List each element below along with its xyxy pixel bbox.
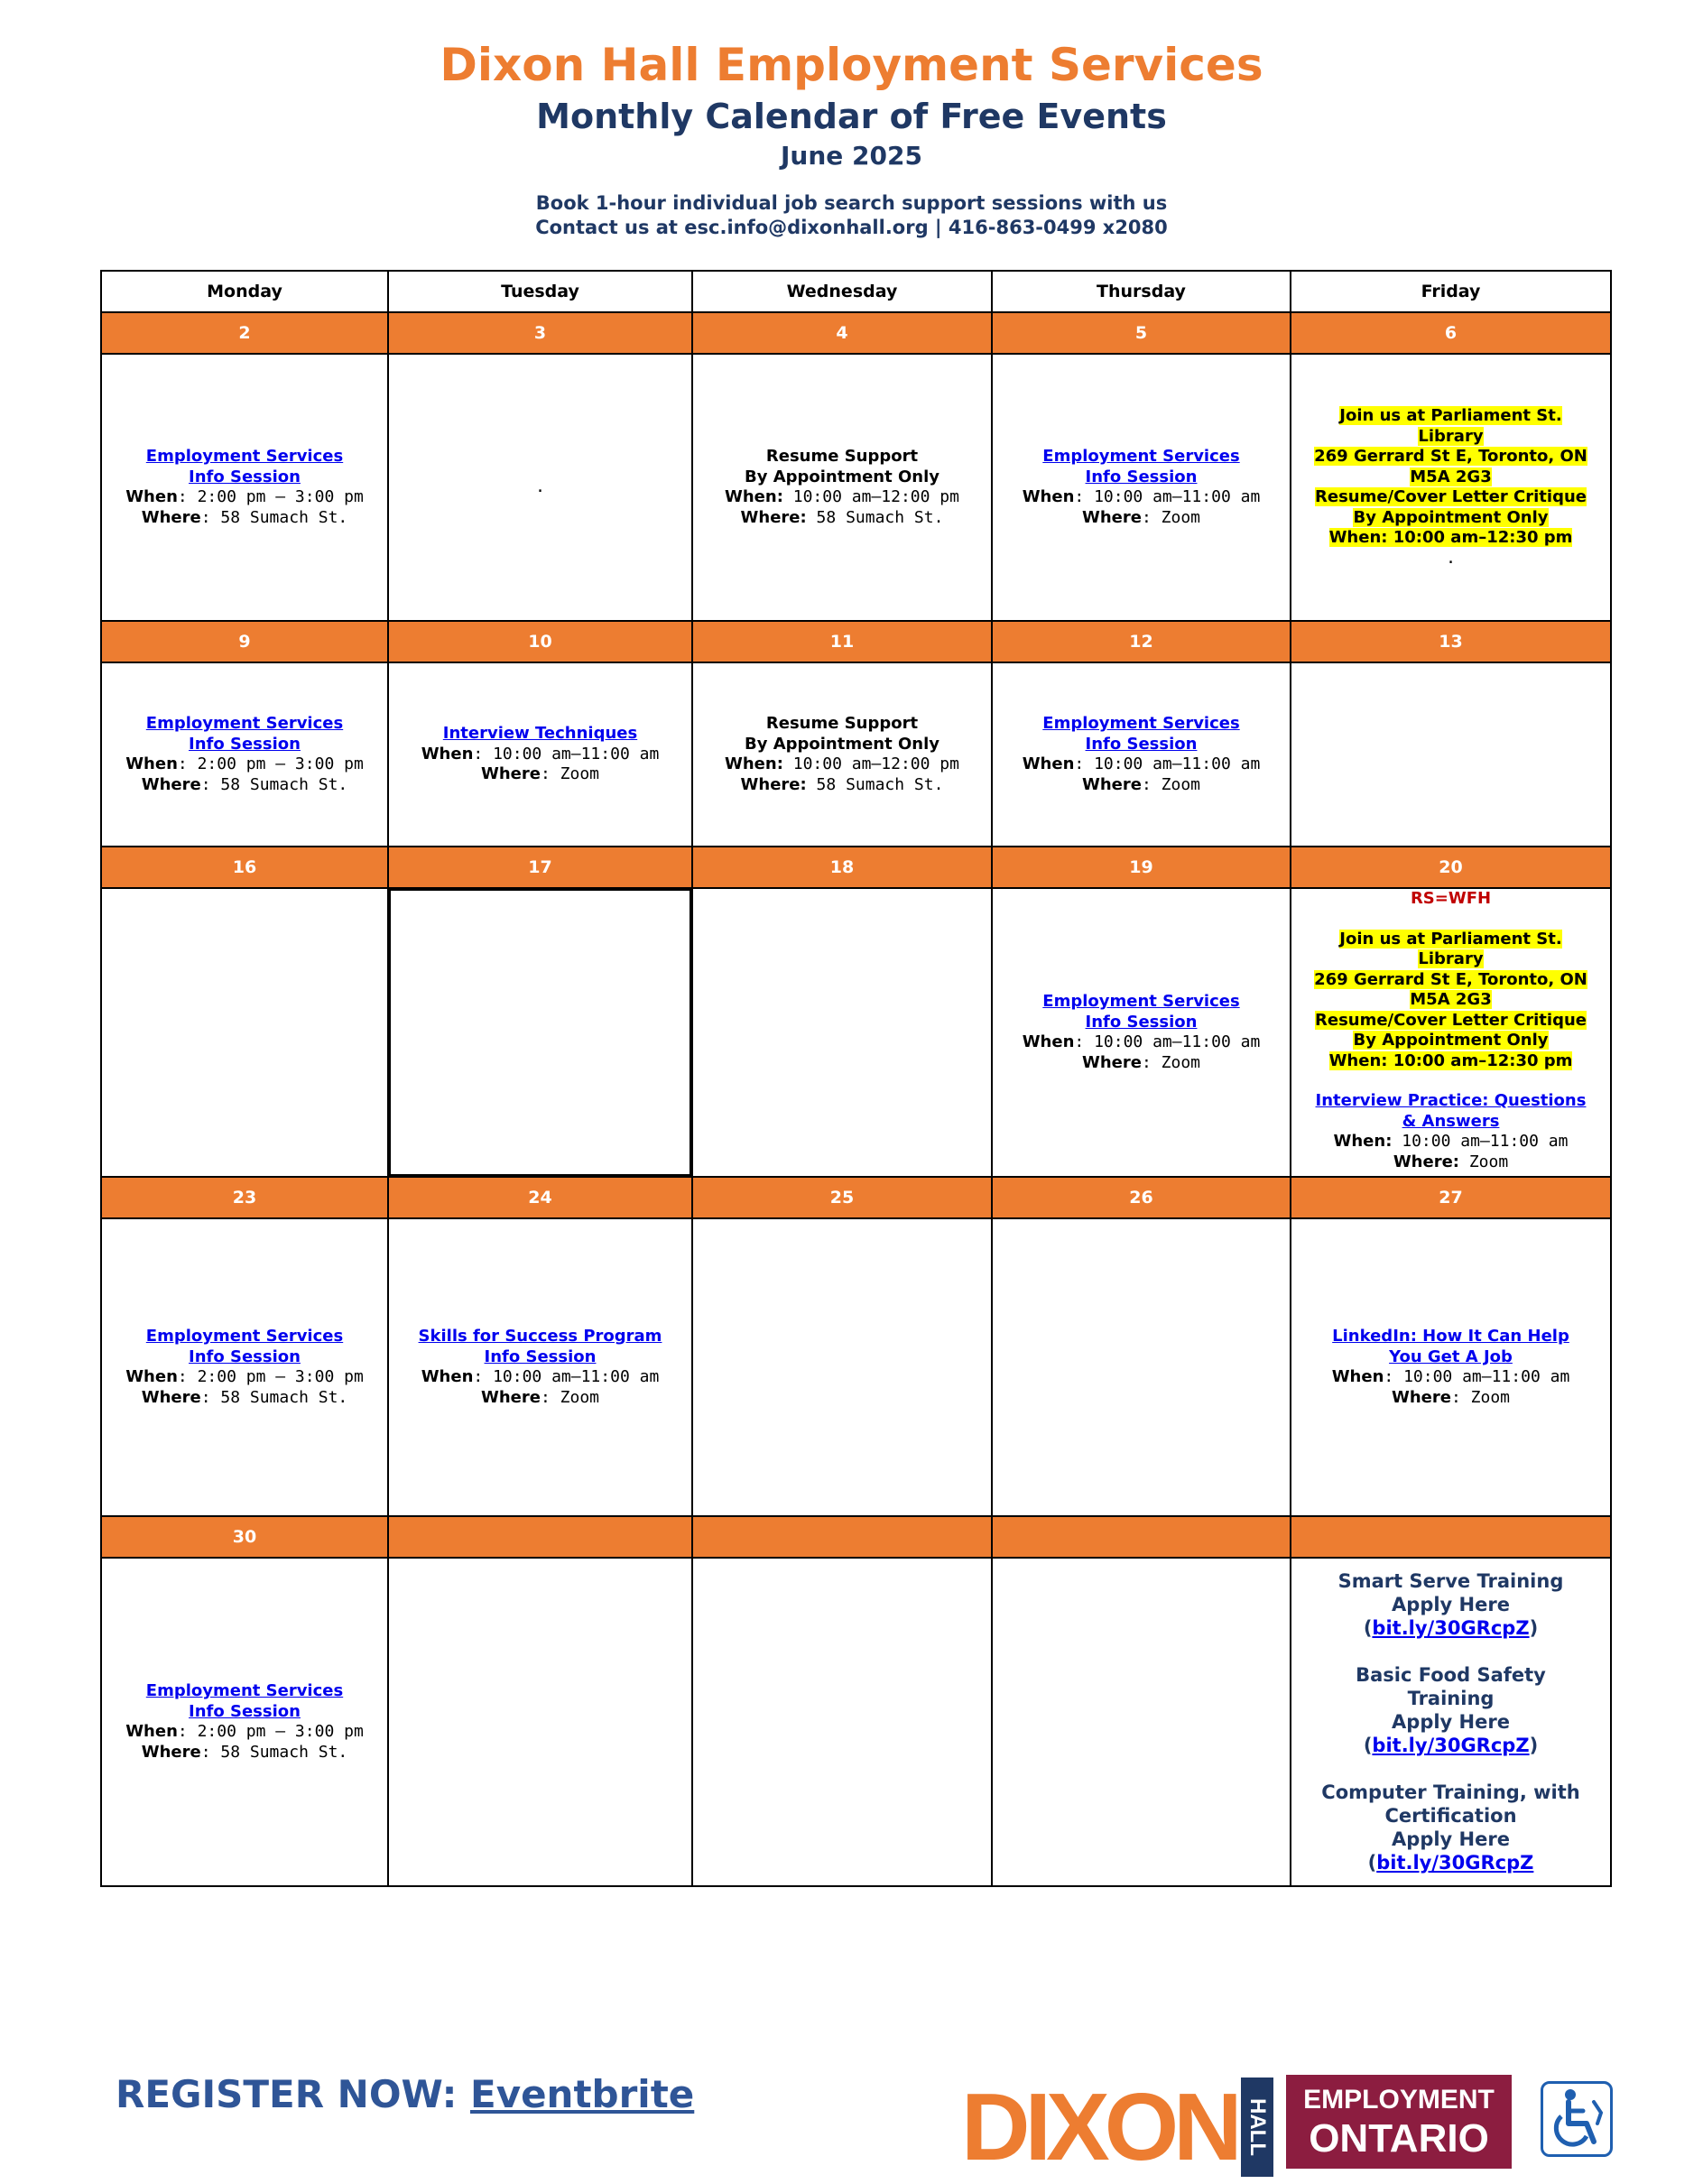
event-time: 10:00 am–12:00 pm xyxy=(782,487,959,506)
where-label: Where: xyxy=(1393,1152,1459,1171)
event-location: : 58 Sumach St. xyxy=(200,774,348,794)
event-time: : 10:00 am–11:00 am xyxy=(473,1367,660,1386)
when-label: When: xyxy=(725,487,783,506)
hall-logo-text: HALL xyxy=(1245,2098,1270,2156)
date-number: 6 xyxy=(1291,312,1611,354)
library-line: Join us at Parliament St. xyxy=(1339,929,1562,949)
smart-serve-link[interactable]: bit.ly/30GRcpZ xyxy=(1372,1617,1530,1639)
library-postal: M5A 2G3 xyxy=(1410,467,1492,486)
event-location: : Zoom xyxy=(1141,774,1200,794)
info-session-link[interactable]: Info Session xyxy=(189,1346,301,1366)
date-number: 27 xyxy=(1291,1177,1611,1218)
date-number: 20 xyxy=(1291,847,1611,888)
date-number: 18 xyxy=(692,847,992,888)
empty-cell xyxy=(992,1558,1291,1886)
placeholder-dot: . xyxy=(1446,548,1456,568)
employment-ontario-logo xyxy=(1286,2075,1512,2169)
when-label: When xyxy=(1022,754,1075,773)
critique-title: Resume/Cover Letter Critique xyxy=(1315,1010,1587,1030)
eventbrite-link[interactable]: Eventbrite xyxy=(470,2072,695,2116)
resume-support-title: Resume Support xyxy=(765,714,919,733)
date-row xyxy=(101,847,1611,888)
info-session-link[interactable]: Info Session xyxy=(189,1701,301,1721)
date-number: 30 xyxy=(101,1516,388,1558)
day-cell-3 xyxy=(388,354,692,621)
empty-cell xyxy=(388,1558,692,1886)
dixon-logo-text: DIXON xyxy=(961,2074,1237,2180)
resume-support-title: Resume Support xyxy=(765,447,919,466)
date-number: 10 xyxy=(388,621,692,662)
day-cell-6 xyxy=(1291,354,1611,621)
when-label: When xyxy=(421,1367,474,1386)
eo-line1: EMPLOYMENT xyxy=(1303,2085,1495,2115)
weekday-tuesday: Tuesday xyxy=(388,271,692,312)
linkedin-link[interactable]: LinkedIn: How It Can Help xyxy=(1332,1327,1569,1346)
info-session-link[interactable]: Employment Services xyxy=(145,714,344,733)
library-postal: M5A 2G3 xyxy=(1410,990,1492,1009)
date-number xyxy=(692,1516,992,1558)
where-label: Where xyxy=(481,1387,541,1407)
when-label: When xyxy=(1331,1367,1384,1386)
date-number: 12 xyxy=(992,621,1291,662)
when-label: When xyxy=(125,1722,178,1741)
event-location: : 58 Sumach St. xyxy=(200,1387,348,1407)
paren: ( xyxy=(1363,1735,1373,1756)
skills-for-success-link[interactable]: Skills for Success Program xyxy=(418,1327,662,1346)
event-location: : Zoom xyxy=(540,764,599,784)
date-number: 4 xyxy=(692,312,992,354)
booking-note: Book 1-hour individual job search support sessions with us xyxy=(535,192,1168,214)
dixon-hall-logo xyxy=(961,2074,1273,2180)
events-row xyxy=(101,1218,1611,1516)
when-label: When xyxy=(1328,1050,1382,1070)
info-session-link[interactable]: Employment Services xyxy=(1042,714,1240,733)
date-number: 23 xyxy=(101,1177,388,1218)
date-number: 25 xyxy=(692,1177,992,1218)
appointment-note: By Appointment Only xyxy=(744,467,940,486)
where-label: Where xyxy=(1082,774,1142,794)
day-cell-5 xyxy=(992,354,1291,621)
skills-for-success-link[interactable]: Info Session xyxy=(484,1346,597,1366)
day-cell-20 xyxy=(1291,888,1611,1177)
rs-wfh-note: RS=WFH xyxy=(1410,889,1492,908)
food-safety-title: Training xyxy=(1407,1688,1495,1709)
info-session-link[interactable]: Employment Services xyxy=(145,1327,344,1346)
day-cell-10 xyxy=(388,662,692,847)
date-number xyxy=(388,1516,692,1558)
day-cell-11 xyxy=(692,662,992,847)
training-cell xyxy=(1291,1558,1611,1886)
when-label: When xyxy=(1328,528,1382,547)
when-label: When xyxy=(125,754,178,773)
register-banner xyxy=(116,2072,694,2116)
day-cell-13 xyxy=(1291,662,1611,847)
paren: ( xyxy=(1367,1852,1377,1874)
where-label: Where xyxy=(141,1742,201,1762)
where-label: Where xyxy=(1082,507,1142,527)
event-location: Zoom xyxy=(1458,1152,1509,1171)
org-title: Dixon Hall Employment Services xyxy=(440,39,1263,91)
when-label: When xyxy=(125,1367,178,1386)
info-session-link[interactable]: Employment Services xyxy=(1042,447,1240,466)
day-cell-30 xyxy=(101,1558,388,1886)
empty-cell xyxy=(692,1558,992,1886)
date-row xyxy=(101,1177,1611,1218)
date-number: 11 xyxy=(692,621,992,662)
info-session-link[interactable]: Info Session xyxy=(1085,1012,1198,1032)
library-line: Library xyxy=(1418,949,1484,968)
event-location: : 58 Sumach St. xyxy=(200,1742,348,1762)
events-row xyxy=(101,354,1611,621)
appointment-note: By Appointment Only xyxy=(1353,1031,1549,1050)
event-location: : 58 Sumach St. xyxy=(200,507,348,527)
info-session-link[interactable]: Info Session xyxy=(1085,734,1198,754)
day-cell-27 xyxy=(1291,1218,1611,1516)
day-cell-9 xyxy=(101,662,388,847)
event-location: : Zoom xyxy=(1450,1387,1510,1407)
day-cell-2 xyxy=(101,354,388,621)
weekday-wednesday: Wednesday xyxy=(692,271,992,312)
event-location: : Zoom xyxy=(1141,1052,1200,1072)
when-label: When xyxy=(421,744,474,763)
date-number: 13 xyxy=(1291,621,1611,662)
paren: ( xyxy=(1363,1617,1373,1639)
interview-practice-link[interactable]: & Answers xyxy=(1402,1111,1500,1131)
event-location: 58 Sumach St. xyxy=(806,774,944,794)
day-cell-17[interactable] xyxy=(388,888,692,1177)
apply-here-label: Apply Here xyxy=(1392,1594,1510,1615)
event-time: : 2:00 pm – 3:00 pm xyxy=(177,1722,364,1741)
weekday-monday: Monday xyxy=(101,271,388,312)
info-session-link[interactable]: Employment Services xyxy=(145,447,344,466)
where-label: Where: xyxy=(740,507,807,527)
library-line: Library xyxy=(1418,426,1484,446)
day-cell-26 xyxy=(992,1218,1291,1516)
event-location: 58 Sumach St. xyxy=(806,507,944,527)
apply-here-label: Apply Here xyxy=(1392,1711,1510,1733)
contact-line: Contact us at esc.info@dixonhall.org | 416-863-0499 x2080 xyxy=(535,217,1168,238)
info-session-link[interactable]: Employment Services xyxy=(145,1681,344,1700)
where-label: Where xyxy=(1392,1387,1451,1407)
event-time: : 10:00 am–12:30 pm xyxy=(1381,1050,1573,1070)
events-row xyxy=(101,888,1611,1177)
date-number: 9 xyxy=(101,621,388,662)
when-label: When xyxy=(1022,1032,1075,1051)
library-line: Join us at Parliament St. xyxy=(1339,406,1562,425)
where-label: Where xyxy=(141,774,201,794)
day-cell-19 xyxy=(992,888,1291,1177)
interview-practice-link[interactable]: Interview Practice: Questions xyxy=(1315,1091,1587,1110)
date-number: 24 xyxy=(388,1177,692,1218)
date-row xyxy=(101,312,1611,354)
day-cell-24 xyxy=(388,1218,692,1516)
day-cell-12 xyxy=(992,662,1291,847)
info-session-link[interactable]: Info Session xyxy=(189,734,301,754)
event-time: : 10:00 am–11:00 am xyxy=(1074,754,1261,773)
library-address: 269 Gerrard St E, Toronto, ON xyxy=(1314,447,1587,466)
apply-here-label: Apply Here xyxy=(1392,1828,1510,1850)
day-cell-23 xyxy=(101,1218,388,1516)
computer-training-title: Certification xyxy=(1384,1805,1517,1827)
date-number: 3 xyxy=(388,312,692,354)
computer-training-link[interactable]: bit.ly/30GRcpZ xyxy=(1376,1852,1534,1874)
event-time: : 2:00 pm – 3:00 pm xyxy=(177,487,364,506)
linkedin-link[interactable]: You Get A Job xyxy=(1389,1346,1513,1366)
date-row xyxy=(101,621,1611,662)
smart-serve-title: Smart Serve Training xyxy=(1337,1570,1564,1592)
events-row xyxy=(101,662,1611,847)
event-time: : 10:00 am–11:00 am xyxy=(1074,1032,1261,1051)
where-label: Where: xyxy=(740,774,807,794)
date-number: 19 xyxy=(992,847,1291,888)
events-calendar xyxy=(100,270,1612,1887)
weekday-header-row xyxy=(101,271,1611,312)
day-cell-4 xyxy=(692,354,992,621)
food-safety-link[interactable]: bit.ly/30GRcpZ xyxy=(1372,1735,1530,1756)
day-cell-16 xyxy=(101,888,388,1177)
weekday-thursday: Thursday xyxy=(992,271,1291,312)
where-label: Where xyxy=(141,1387,201,1407)
event-time: : 2:00 pm – 3:00 pm xyxy=(177,1367,364,1386)
computer-training-title: Computer Training, with xyxy=(1321,1781,1580,1803)
when-label: When xyxy=(1022,487,1075,506)
event-time: : 10:00 am–11:00 am xyxy=(1384,1367,1570,1386)
date-number xyxy=(992,1516,1291,1558)
appointment-note: By Appointment Only xyxy=(744,734,940,754)
page-header xyxy=(0,36,1703,240)
where-label: Where xyxy=(1082,1052,1142,1072)
interview-techniques-link[interactable]: Interview Techniques xyxy=(442,724,638,744)
event-time: 10:00 am–11:00 am xyxy=(1392,1132,1569,1151)
when-label: When xyxy=(125,487,178,506)
day-cell-25 xyxy=(692,1218,992,1516)
date-number: 5 xyxy=(992,312,1291,354)
placeholder-dot: . xyxy=(535,477,545,496)
event-time: : 10:00 am–12:30 pm xyxy=(1381,528,1573,547)
event-location: : Zoom xyxy=(1141,507,1200,527)
hall-logo-bar xyxy=(1241,2078,1273,2177)
event-time: : 2:00 pm – 3:00 pm xyxy=(177,754,364,773)
event-time: : 10:00 am–11:00 am xyxy=(473,744,660,763)
food-safety-title: Basic Food Safety xyxy=(1356,1664,1546,1686)
events-row xyxy=(101,1558,1611,1886)
event-time: 10:00 am–12:00 pm xyxy=(782,754,959,773)
when-label: When: xyxy=(1333,1132,1393,1151)
where-label: Where xyxy=(141,507,201,527)
weekday-friday: Friday xyxy=(1291,271,1611,312)
wheelchair-accessibility-icon xyxy=(1541,2081,1613,2157)
appointment-note: By Appointment Only xyxy=(1353,507,1549,527)
date-row xyxy=(101,1516,1611,1558)
calendar-title: Monthly Calendar of Free Events xyxy=(536,97,1167,136)
date-number: 17 xyxy=(388,847,692,888)
when-label: When: xyxy=(725,754,783,773)
event-time: : 10:00 am–11:00 am xyxy=(1074,487,1261,506)
info-session-link[interactable]: Info Session xyxy=(189,467,301,486)
register-label: REGISTER NOW: xyxy=(116,2072,470,2116)
date-number: 16 xyxy=(101,847,388,888)
day-cell-18 xyxy=(692,888,992,1177)
paren: ) xyxy=(1529,1735,1539,1756)
date-number xyxy=(1291,1516,1611,1558)
date-number: 26 xyxy=(992,1177,1291,1218)
paren: ) xyxy=(1529,1617,1539,1639)
info-session-link[interactable]: Employment Services xyxy=(1042,992,1240,1011)
library-address: 269 Gerrard St E, Toronto, ON xyxy=(1314,969,1587,989)
month-title: June 2025 xyxy=(781,141,922,171)
where-label: Where xyxy=(481,764,541,784)
event-location: : Zoom xyxy=(540,1387,599,1407)
critique-title: Resume/Cover Letter Critique xyxy=(1315,487,1587,506)
date-number: 2 xyxy=(101,312,388,354)
eo-line2: ONTARIO xyxy=(1309,2116,1489,2161)
info-session-link[interactable]: Info Session xyxy=(1085,467,1198,486)
